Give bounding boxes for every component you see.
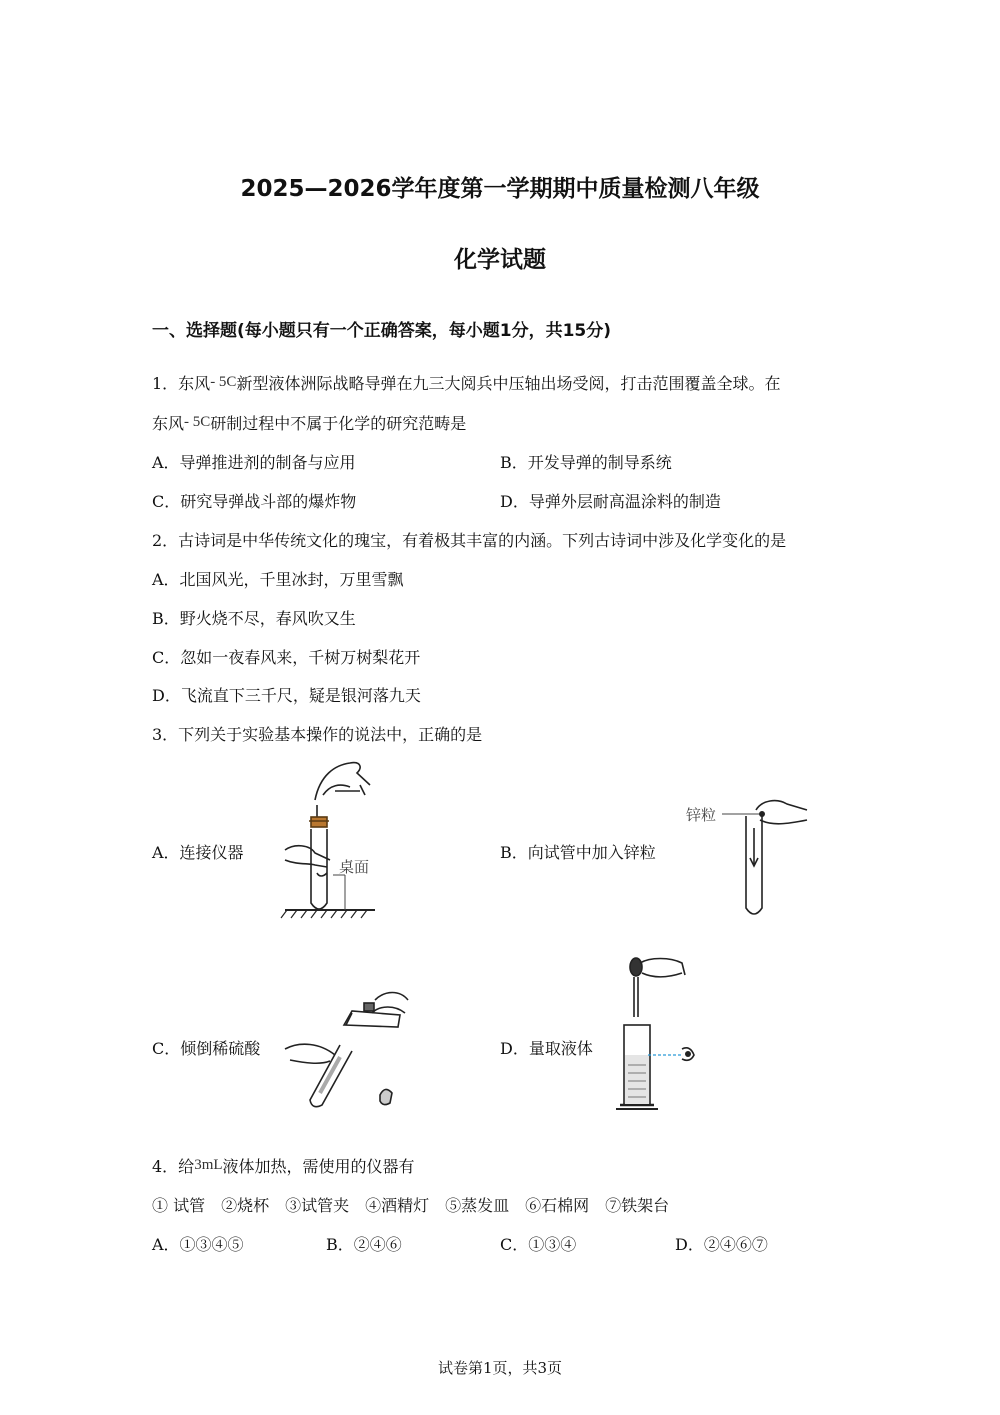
q1-stem-line-2	[152, 411, 466, 434]
figure-a-label: 桌面	[339, 858, 370, 876]
title-line-2: 化学试题	[454, 247, 546, 273]
q2-option-b: B．野火烧不尽，春风吹又生	[152, 609, 356, 628]
q2-option-c: C．忽如一夜春风来，千树万树梨花开	[152, 648, 421, 667]
q3-option-d: D．量取液体	[500, 1039, 593, 1058]
q1-number-text: 1．东风	[152, 374, 211, 393]
q2-stem: 2．古诗词是中华传统文化的瑰宝，有着极其丰富的内涵。下列古诗词中涉及化学变化的是	[152, 531, 787, 550]
figure-c-pour-acid	[280, 985, 415, 1115]
page-footer: 试卷第1页，共3页	[437, 1359, 563, 1377]
q4-option-d: D．②④⑥⑦	[675, 1235, 768, 1254]
q3-stem: 3．下列关于实验基本操作的说法中，正确的是	[152, 725, 483, 744]
q3-option-c: C．倾倒稀硫酸	[152, 1039, 261, 1058]
q4-stem-text: 液体加热，需使用的仪器有	[222, 1157, 415, 1176]
q2-option-a: A．北国风光，千里冰封，万里雪飘	[152, 570, 404, 589]
q4-option-c: C．①③④	[500, 1235, 577, 1254]
q1-math-2: - 5C	[184, 414, 211, 430]
q3-option-a: A．连接仪器	[152, 843, 244, 862]
figure-d-measure-liquid	[610, 955, 710, 1115]
q1-option-c: C．研究导弹战斗部的爆炸物	[152, 492, 357, 511]
q1-option-a: A．导弹推进剂的制备与应用	[152, 453, 356, 472]
q1-math-1: - 5C	[210, 374, 237, 390]
q4-option-a: A．①③④⑤	[152, 1235, 244, 1254]
q1-line2-text: 研制过程中不属于化学的研究范畴是	[210, 414, 467, 433]
q4-stem	[152, 1154, 415, 1177]
q2-option-d: D．飞流直下三千尺，疑是银河落九天	[152, 686, 421, 705]
figure-b-add-zinc	[682, 790, 812, 925]
q1-stem-line-1	[152, 371, 780, 394]
q3-option-b: B．向试管中加入锌粒	[500, 843, 656, 862]
q4-option-b: B．②④⑥	[326, 1235, 402, 1254]
q4-items: ① 试管 ②烧杯 ③试管夹 ④酒精灯 ⑤蒸发皿 ⑥石棉网 ⑦铁架台	[152, 1196, 670, 1215]
q4-stem-pre: 4．给	[152, 1157, 195, 1176]
figure-b-label: 锌粒	[686, 806, 717, 824]
q4-math: 3mL	[194, 1157, 223, 1173]
q1-option-d: D．导弹外层耐高温涂料的制造	[500, 492, 721, 511]
section-heading: 一、选择题(每小题只有一个正确答案，每小题1分，共15分)	[152, 321, 612, 341]
title-line-1: 2025—2026学年度第一学期期中质量检测八年级	[240, 176, 760, 202]
q1-option-b: B．开发导弹的制导系统	[500, 453, 672, 472]
q1-line1-text: 新型液体洲际战略导弹在九三大阅兵中压轴出场受阅，打击范围覆盖全球。在	[236, 374, 781, 393]
figure-a-connect-apparatus	[275, 755, 385, 920]
q1-line2-pre: 东风	[152, 414, 185, 433]
